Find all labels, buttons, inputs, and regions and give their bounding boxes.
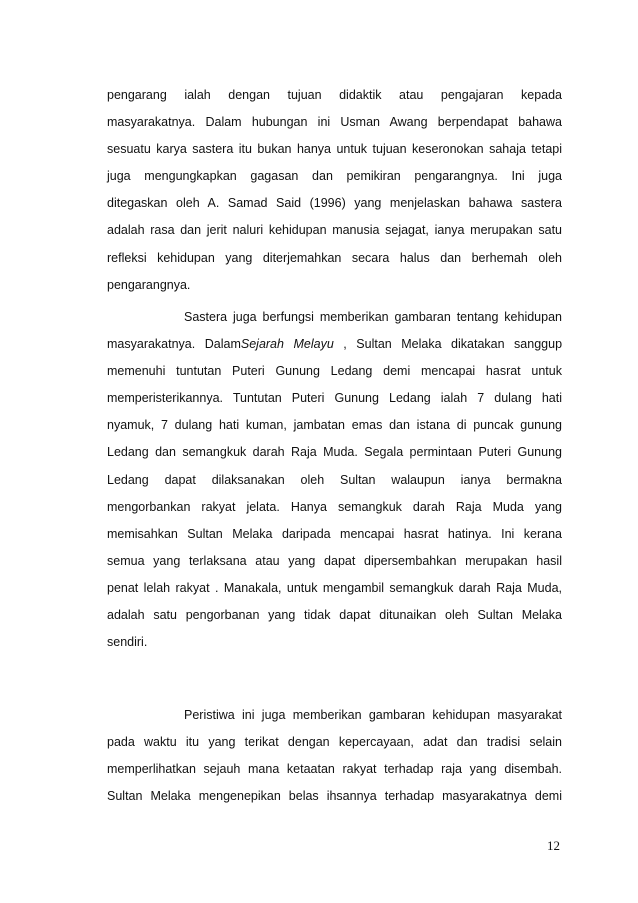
paragraph-line: Ledang dan semangkuk darah Raja Muda. Segala permintaan Puteri Gunung [107, 445, 562, 460]
paragraph-line-with-title [107, 331, 562, 358]
paragraph-line: penat lelah rakyat . Manakala, untuk mengambil semangkuk darah Raja Muda, [107, 580, 562, 595]
paragraph-line: pengarangnya. [107, 277, 191, 292]
paragraph-line: mengorbankan rakyat jelata. Hanya semangkuk darah Raja Muda yang [107, 499, 562, 514]
book-title: Sejarah Melayu [240, 337, 334, 352]
paragraph-line: pada waktu itu yang terikat dengan kepercayaan, adat dan tradisi selain [107, 735, 562, 750]
paragraph-text: masyarakatnya. Dalam [107, 337, 241, 352]
paragraph-line: memperisterikannya. Tuntutan Puteri Gunung Ledang ialah 7 dulang hati [107, 391, 562, 406]
paragraph-line: sendiri. [107, 635, 148, 650]
paragraph-line: adalah satu pengorbanan yang tidak dapat ditunaikan oleh Sultan Melaka [107, 608, 562, 623]
paragraph-line: Sastera juga berfungsi memberikan gambaran tentang kehidupan [184, 310, 562, 324]
paragraph-line: memisahkan Sultan Melaka daripada mencapai hasrat hatinya. Ini kerana [107, 526, 562, 541]
paragraph-line: nyamuk, 7 dulang hati kuman, jambatan emas dan istana di puncak gunung [107, 418, 562, 433]
paragraph-line: semua yang terlaksana atau yang dapat dipersembahkan merupakan hasil [107, 553, 562, 568]
paragraph-line: refleksi kehidupan yang diterjemahkan secara halus dan berhemah oleh [107, 250, 562, 265]
paragraph-text: , Sultan Melaka dikatakan sanggup [333, 337, 563, 352]
paragraph-2 [107, 304, 562, 656]
page-number: 12 [547, 838, 560, 853]
paragraph-line: masyarakatnya. Dalam hubungan ini Usman Awang berpendapat bahawa [107, 115, 562, 130]
paragraph-line: ditegaskan oleh A. Samad Said (1996) yang menjelaskan bahawa sastera [107, 196, 562, 211]
paragraph-line: adalah rasa dan jerit naluri kehidupan manusia sejagat, ianya merupakan satu [107, 223, 562, 238]
paragraph-3 [107, 702, 562, 810]
paragraph-line: Peristiwa ini juga memberikan gambaran kehidupan masyarakat [184, 708, 562, 722]
paragraph-line: sesuatu karya sastera itu bukan hanya untuk tujuan keseronokan sahaja tetapi [107, 142, 562, 157]
paragraph-1 [107, 82, 562, 299]
paragraph-line: Ledang dapat dilaksanakan oleh Sultan walaupun ianya bermakna [107, 472, 562, 487]
paragraph-line: Sultan Melaka mengenepikan belas ihsannya terhadap masyarakatnya demi [107, 789, 562, 804]
paragraph-line: juga mengungkapkan gagasan dan pemikiran pengarangnya. Ini juga [107, 169, 562, 184]
paragraph-line: memperlihatkan sejauh mana ketaatan rakyat terhadap raja yang disembah. [107, 762, 562, 777]
paragraph-line: memenuhi tuntutan Puteri Gunung Ledang demi mencapai hasrat untuk [107, 364, 562, 379]
paragraph-line: pengarang ialah dengan tujuan didaktik atau pengajaran kepada [107, 88, 562, 102]
